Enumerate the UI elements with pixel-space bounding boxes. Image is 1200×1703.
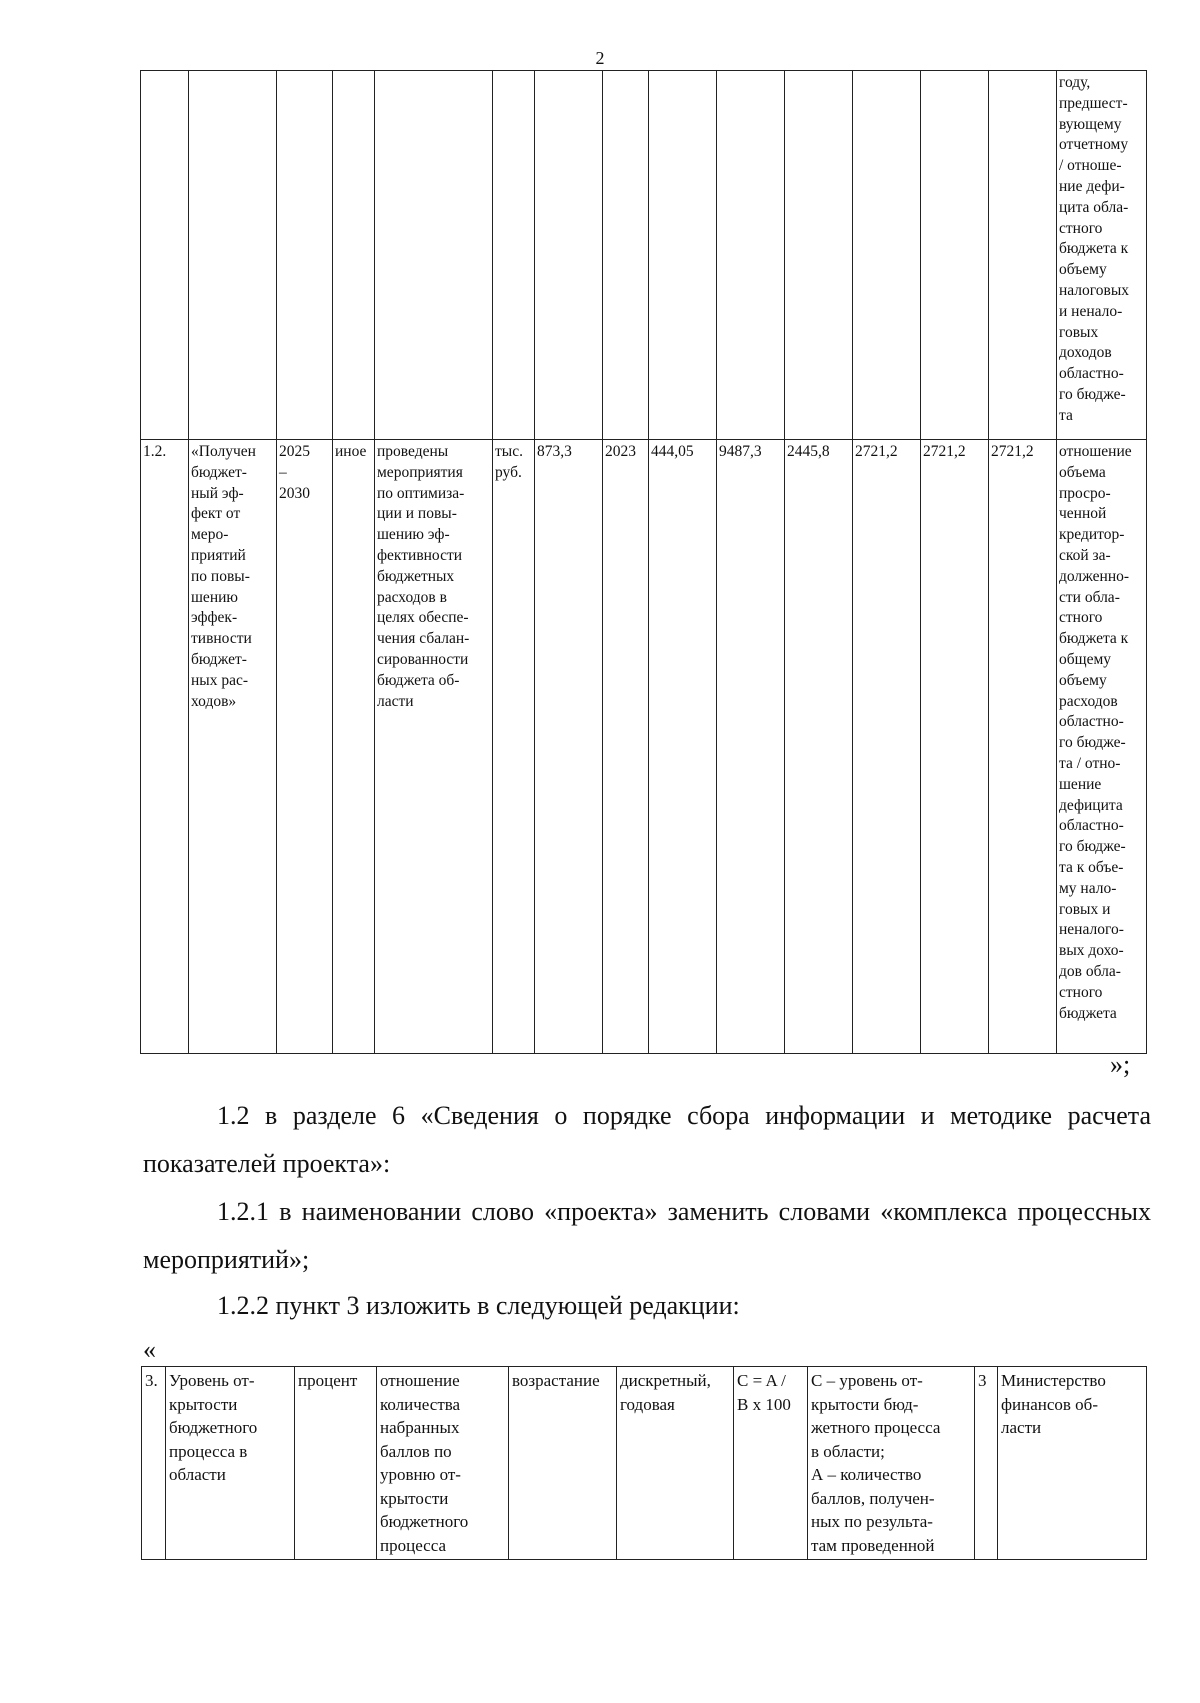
method-cell: 3 bbox=[975, 1367, 998, 1560]
unit-cell: процент bbox=[295, 1367, 377, 1560]
indicator-name-cell: «Получен бюджет- ный эф- фект от меро- приятий по повы- шению эффек- тивности бюджет- ных рас- ходов» bbox=[189, 440, 277, 1054]
page-number: 2 bbox=[595, 48, 605, 68]
base-year-cell: 2023 bbox=[603, 440, 649, 1054]
value-cell: 2721,2 bbox=[853, 440, 921, 1054]
opening-quote: « bbox=[143, 1335, 156, 1364]
base-value-cell: 873,3 bbox=[535, 440, 603, 1054]
table-row-continuation bbox=[141, 71, 1147, 440]
dynamics-cell: возрастание bbox=[509, 1367, 617, 1560]
unit-cell: тыс. руб. bbox=[493, 440, 535, 1054]
note-cell-continuation: году, предшест- вующему отчетному / отноше- ние дефи- цита обла- стного бюджета к объему налоговых и ненало- говых доходов областно- го бюдже- та bbox=[1057, 71, 1147, 440]
closing-quote: »; bbox=[1110, 1050, 1131, 1079]
indicators-table bbox=[140, 70, 1147, 1054]
note-cell: отношение объема просро- ченной кредитор- ской за- долженно- сти обла- стного бюджета к общему объему расходов областно- го бюдже- та / отно- шение дефицита областно- го бюдже- та к объе- му нало- говых и неналого- вых дохо- дов обла- стного бюджета bbox=[1057, 440, 1147, 1054]
description-cell: проведены мероприятия по оптимиза- ции и повы- шению эф- фективности бюджетных расходов в целях обеспе- чения сбалан- сированности бюджета об- ласти bbox=[375, 440, 493, 1054]
periodicity-cell: дискретный, годовая bbox=[617, 1367, 734, 1560]
table-row-3 bbox=[142, 1367, 1147, 1560]
row-number-cell: 1.2. bbox=[141, 440, 189, 1054]
paragraph-1-2-1: 1.2.1 в наименовании слово «проекта» заменить словами «комплекса процессных мероприятий»; bbox=[143, 1197, 1151, 1274]
legend-cell: C – уровень от- крытости бюд- жетного процесса в области; А – количество баллов, получен- ных по результа- там проведенной bbox=[808, 1367, 975, 1560]
value-cell: 2721,2 bbox=[921, 440, 989, 1054]
methodology-table bbox=[141, 1366, 1147, 1560]
value-cell: 2445,8 bbox=[785, 440, 853, 1054]
indicator-name-cell: Уровень от- крытости бюджетного процесса в области bbox=[166, 1367, 295, 1560]
definition-cell: отношение количества набранных баллов по уровню от- крытости бюджетного процесса bbox=[377, 1367, 509, 1560]
paragraph-1-2-2: 1.2.2 пункт 3 изложить в следующей редакции: bbox=[217, 1291, 740, 1320]
responsible-cell: Министерство финансов об- ласти bbox=[998, 1367, 1147, 1560]
paragraph-1-2: 1.2 в разделе 6 «Сведения о порядке сбора информации и методике расчета показателей проекта»: bbox=[143, 1101, 1151, 1178]
value-cell: 9487,3 bbox=[717, 440, 785, 1054]
period-cell: 2025 – 2030 bbox=[277, 440, 333, 1054]
value-cell: 444,05 bbox=[649, 440, 717, 1054]
formula-cell: C = A / B x 100 bbox=[734, 1367, 808, 1560]
type-cell: иное bbox=[333, 440, 375, 1054]
value-cell: 2721,2 bbox=[989, 440, 1057, 1054]
table-row-1-2 bbox=[141, 440, 1147, 1054]
row-number-cell: 3. bbox=[142, 1367, 166, 1560]
